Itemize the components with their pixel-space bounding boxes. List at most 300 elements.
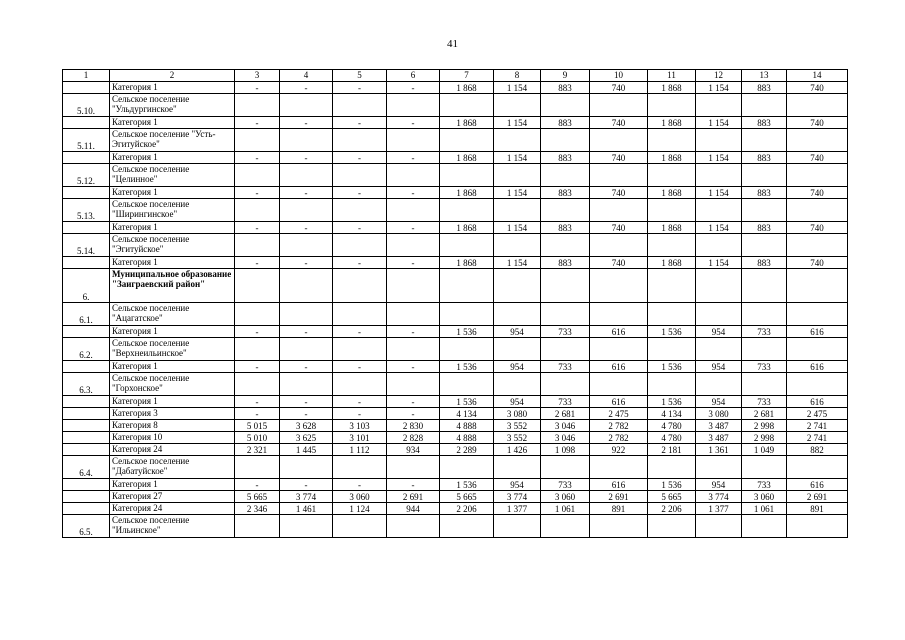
value-cell: 883 <box>541 187 590 199</box>
value-cell: 1 154 <box>494 117 541 129</box>
value-cell: 2 741 <box>787 432 848 444</box>
value-cell: 616 <box>590 396 648 408</box>
value-cell: - <box>333 257 387 269</box>
value-cell <box>648 515 696 538</box>
value-cell: 2 475 <box>590 408 648 420</box>
value-cell: - <box>333 326 387 338</box>
value-cell: - <box>387 187 440 199</box>
group-row <box>63 94 848 117</box>
value-cell: 616 <box>787 479 848 491</box>
value-cell: 1 868 <box>648 187 696 199</box>
row-name: Сельское поселение "Верхнеильинское" <box>110 338 235 361</box>
value-cell: 1 154 <box>494 187 541 199</box>
value-cell: - <box>235 257 280 269</box>
value-cell <box>387 515 440 538</box>
value-cell <box>280 269 333 303</box>
value-cell: 883 <box>742 152 787 164</box>
value-cell <box>590 373 648 396</box>
value-cell: 5 665 <box>235 491 280 503</box>
value-cell: 1 868 <box>440 257 494 269</box>
value-cell <box>235 164 280 187</box>
value-cell: 2 206 <box>648 503 696 515</box>
value-cell: 2 475 <box>787 408 848 420</box>
value-cell <box>280 338 333 361</box>
value-cell: - <box>333 479 387 491</box>
value-cell: - <box>333 396 387 408</box>
value-cell: 740 <box>787 82 848 94</box>
value-cell <box>696 234 742 257</box>
value-cell <box>742 234 787 257</box>
value-cell: 616 <box>590 361 648 373</box>
value-cell <box>387 269 440 303</box>
group-row <box>63 164 848 187</box>
value-cell: 2 181 <box>648 444 696 456</box>
value-cell: 954 <box>494 361 541 373</box>
row-name: Категория 10 <box>110 432 235 444</box>
value-cell <box>387 338 440 361</box>
value-cell: 954 <box>494 479 541 491</box>
value-cell <box>333 269 387 303</box>
row-number: 6.5. <box>63 515 110 538</box>
value-cell: - <box>235 82 280 94</box>
value-cell: 1 868 <box>440 187 494 199</box>
value-cell: - <box>235 222 280 234</box>
header-cell: 3 <box>235 70 280 82</box>
row-name: Категория 1 <box>110 396 235 408</box>
value-cell <box>742 269 787 303</box>
category-row <box>63 187 848 199</box>
header-cell: 10 <box>590 70 648 82</box>
row-number: 6.2. <box>63 338 110 361</box>
category-row <box>63 396 848 408</box>
value-cell: 883 <box>541 152 590 164</box>
value-cell: 616 <box>787 326 848 338</box>
value-cell: 3 774 <box>280 491 333 503</box>
header-cell: 5 <box>333 70 387 82</box>
row-number: 6. <box>63 269 110 303</box>
value-cell: 3 487 <box>696 432 742 444</box>
row-name: Сельское поселение "Эгитуйское" <box>110 234 235 257</box>
value-cell <box>280 515 333 538</box>
value-cell <box>280 303 333 326</box>
value-cell <box>235 234 280 257</box>
value-cell <box>387 456 440 479</box>
value-cell <box>787 234 848 257</box>
value-cell: 733 <box>742 326 787 338</box>
value-cell <box>590 164 648 187</box>
value-cell <box>742 129 787 152</box>
value-cell: - <box>387 257 440 269</box>
value-cell: - <box>280 326 333 338</box>
value-cell <box>387 164 440 187</box>
value-cell: 934 <box>387 444 440 456</box>
row-name: Категория 1 <box>110 326 235 338</box>
value-cell <box>494 199 541 222</box>
value-cell: 740 <box>590 222 648 234</box>
value-cell: 883 <box>742 257 787 269</box>
group-row <box>63 199 848 222</box>
value-cell: - <box>387 222 440 234</box>
value-cell <box>787 338 848 361</box>
row-name: Категория 27 <box>110 491 235 503</box>
value-cell <box>494 303 541 326</box>
value-cell <box>541 456 590 479</box>
value-cell: 2 782 <box>590 420 648 432</box>
value-cell: 1 536 <box>440 361 494 373</box>
value-cell <box>440 373 494 396</box>
value-cell <box>235 338 280 361</box>
header-cell: 2 <box>110 70 235 82</box>
value-cell: 2 828 <box>387 432 440 444</box>
value-cell: 944 <box>387 503 440 515</box>
value-cell: 3 080 <box>494 408 541 420</box>
value-cell: - <box>387 396 440 408</box>
value-cell: 2 691 <box>787 491 848 503</box>
value-cell: 1 461 <box>280 503 333 515</box>
value-cell: 616 <box>590 326 648 338</box>
value-cell: - <box>235 117 280 129</box>
value-cell <box>590 94 648 117</box>
row-name: Категория 1 <box>110 152 235 164</box>
value-cell: 3 552 <box>494 432 541 444</box>
value-cell <box>494 373 541 396</box>
row-name: Сельское поселение "Ацагатское" <box>110 303 235 326</box>
row-name: Категория 1 <box>110 479 235 491</box>
value-cell: 883 <box>541 222 590 234</box>
value-cell <box>648 269 696 303</box>
value-cell <box>541 515 590 538</box>
value-cell: 1 868 <box>648 152 696 164</box>
value-cell <box>696 199 742 222</box>
value-cell: - <box>333 222 387 234</box>
value-cell: 954 <box>696 479 742 491</box>
value-cell: 3 774 <box>696 491 742 503</box>
value-cell <box>280 164 333 187</box>
row-name: Сельское поселение "Усть-Эгитуйское" <box>110 129 235 152</box>
value-cell: 3 552 <box>494 420 541 432</box>
value-cell: 1 112 <box>333 444 387 456</box>
row-number <box>63 326 110 338</box>
category-row <box>63 408 848 420</box>
row-name: Категория 1 <box>110 117 235 129</box>
value-cell: 3 060 <box>541 491 590 503</box>
row-number: 6.3. <box>63 373 110 396</box>
value-cell: 883 <box>742 222 787 234</box>
value-cell: - <box>235 326 280 338</box>
value-cell <box>648 129 696 152</box>
value-cell: 1 536 <box>648 479 696 491</box>
value-cell <box>280 234 333 257</box>
row-number: 6.4. <box>63 456 110 479</box>
value-cell: 883 <box>541 117 590 129</box>
value-cell <box>440 338 494 361</box>
row-name: Сельское поселение "Горхонское" <box>110 373 235 396</box>
value-cell: 740 <box>787 257 848 269</box>
value-cell <box>280 199 333 222</box>
value-cell <box>440 456 494 479</box>
row-name: Категория 24 <box>110 503 235 515</box>
value-cell: 733 <box>742 361 787 373</box>
value-cell: - <box>235 408 280 420</box>
value-cell: 891 <box>590 503 648 515</box>
value-cell <box>787 269 848 303</box>
row-number: 5.14. <box>63 234 110 257</box>
value-cell: 2 206 <box>440 503 494 515</box>
value-cell <box>541 234 590 257</box>
row-number <box>63 503 110 515</box>
value-cell: 1 868 <box>440 222 494 234</box>
value-cell <box>235 303 280 326</box>
value-cell <box>440 303 494 326</box>
value-cell <box>648 456 696 479</box>
category-row <box>63 444 848 456</box>
value-cell: - <box>235 187 280 199</box>
value-cell <box>541 164 590 187</box>
value-cell <box>333 515 387 538</box>
value-cell <box>648 234 696 257</box>
value-cell: 1 098 <box>541 444 590 456</box>
value-cell <box>235 515 280 538</box>
value-cell: 740 <box>787 152 848 164</box>
row-name: Категория 1 <box>110 257 235 269</box>
group-row <box>63 129 848 152</box>
value-cell: 4 134 <box>648 408 696 420</box>
value-cell: 3 101 <box>333 432 387 444</box>
value-cell: 3 060 <box>742 491 787 503</box>
value-cell <box>387 94 440 117</box>
value-cell: 1 154 <box>494 152 541 164</box>
value-cell <box>235 94 280 117</box>
value-cell: 3 046 <box>541 420 590 432</box>
value-cell: 740 <box>590 117 648 129</box>
value-cell <box>280 456 333 479</box>
value-cell: 4 780 <box>648 432 696 444</box>
value-cell: - <box>333 408 387 420</box>
value-cell: 3 628 <box>280 420 333 432</box>
value-cell: 1 868 <box>648 82 696 94</box>
row-number <box>63 187 110 199</box>
value-cell <box>696 515 742 538</box>
value-cell: 4 888 <box>440 420 494 432</box>
value-cell <box>494 129 541 152</box>
value-cell <box>387 373 440 396</box>
value-cell: 733 <box>541 326 590 338</box>
value-cell: 954 <box>494 326 541 338</box>
value-cell <box>541 94 590 117</box>
row-number <box>63 396 110 408</box>
value-cell: 4 780 <box>648 420 696 432</box>
value-cell: 2 830 <box>387 420 440 432</box>
group-row <box>63 338 848 361</box>
category-row <box>63 326 848 338</box>
value-cell <box>333 303 387 326</box>
value-cell: - <box>280 222 333 234</box>
value-cell: - <box>280 187 333 199</box>
value-cell: - <box>387 408 440 420</box>
header-cell: 4 <box>280 70 333 82</box>
value-cell <box>696 373 742 396</box>
value-cell: 740 <box>787 117 848 129</box>
value-cell: 1 154 <box>494 222 541 234</box>
value-cell <box>387 129 440 152</box>
row-number <box>63 444 110 456</box>
value-cell: - <box>333 361 387 373</box>
value-cell: - <box>280 257 333 269</box>
row-name: Категория 8 <box>110 420 235 432</box>
value-cell: - <box>387 326 440 338</box>
value-cell: 4 888 <box>440 432 494 444</box>
value-cell <box>387 303 440 326</box>
value-cell <box>787 515 848 538</box>
value-cell <box>787 164 848 187</box>
value-cell <box>648 373 696 396</box>
value-cell: 2 782 <box>590 432 648 444</box>
value-cell: 2 346 <box>235 503 280 515</box>
value-cell: 1 154 <box>696 82 742 94</box>
value-cell: - <box>387 117 440 129</box>
value-cell <box>787 303 848 326</box>
value-cell: 1 377 <box>696 503 742 515</box>
value-cell: 883 <box>742 117 787 129</box>
value-cell <box>235 373 280 396</box>
value-cell <box>333 129 387 152</box>
value-cell: 1 154 <box>696 222 742 234</box>
header-cell: 11 <box>648 70 696 82</box>
value-cell <box>541 199 590 222</box>
value-cell: 5 015 <box>235 420 280 432</box>
value-cell <box>235 269 280 303</box>
value-cell: - <box>280 117 333 129</box>
value-cell <box>742 164 787 187</box>
row-number <box>63 152 110 164</box>
value-cell: 1 154 <box>696 257 742 269</box>
value-cell: 5 665 <box>648 491 696 503</box>
value-cell <box>696 129 742 152</box>
value-cell: - <box>333 117 387 129</box>
value-cell: 1 536 <box>440 479 494 491</box>
value-cell: 891 <box>787 503 848 515</box>
value-cell: 1 868 <box>648 222 696 234</box>
value-cell: 1 124 <box>333 503 387 515</box>
value-cell <box>742 94 787 117</box>
value-cell <box>696 94 742 117</box>
value-cell: 733 <box>541 361 590 373</box>
value-cell <box>590 234 648 257</box>
category-row <box>63 117 848 129</box>
value-cell: 883 <box>541 257 590 269</box>
value-cell: - <box>333 152 387 164</box>
value-cell <box>742 199 787 222</box>
row-number <box>63 82 110 94</box>
value-cell: 954 <box>696 361 742 373</box>
page-number: 41 <box>447 38 458 50</box>
value-cell: 2 321 <box>235 444 280 456</box>
value-cell: 733 <box>541 479 590 491</box>
value-cell: 5 010 <box>235 432 280 444</box>
value-cell: 1 536 <box>440 396 494 408</box>
value-cell: - <box>280 408 333 420</box>
header-cell: 8 <box>494 70 541 82</box>
value-cell <box>696 303 742 326</box>
value-cell <box>494 456 541 479</box>
value-cell: 733 <box>541 396 590 408</box>
value-cell <box>787 373 848 396</box>
value-cell: 3 487 <box>696 420 742 432</box>
value-cell <box>494 94 541 117</box>
value-cell: - <box>333 187 387 199</box>
value-cell: 1 536 <box>648 361 696 373</box>
group-row <box>63 373 848 396</box>
value-cell <box>648 338 696 361</box>
value-cell: - <box>235 479 280 491</box>
value-cell <box>280 373 333 396</box>
row-number <box>63 257 110 269</box>
category-row <box>63 479 848 491</box>
row-name: Сельское поселение "Ильинское" <box>110 515 235 538</box>
value-cell <box>696 269 742 303</box>
value-cell: 733 <box>742 396 787 408</box>
table-header-row <box>63 70 848 82</box>
value-cell: 1 868 <box>440 117 494 129</box>
value-cell: - <box>280 396 333 408</box>
value-cell: 1 361 <box>696 444 742 456</box>
value-cell <box>440 164 494 187</box>
value-cell <box>494 164 541 187</box>
value-cell <box>742 456 787 479</box>
value-cell: 1 536 <box>440 326 494 338</box>
value-cell: 3 060 <box>333 491 387 503</box>
value-cell: 883 <box>541 82 590 94</box>
category-row <box>63 361 848 373</box>
value-cell <box>742 303 787 326</box>
row-name: Сельское поселение "Ульдургинское" <box>110 94 235 117</box>
group-row <box>63 456 848 479</box>
header-cell: 9 <box>541 70 590 82</box>
value-cell <box>280 129 333 152</box>
value-cell <box>280 94 333 117</box>
value-cell: 1 154 <box>494 82 541 94</box>
row-number: 5.10. <box>63 94 110 117</box>
value-cell: 2 998 <box>742 432 787 444</box>
value-cell: 883 <box>742 187 787 199</box>
value-cell: 740 <box>787 222 848 234</box>
value-cell: 740 <box>590 152 648 164</box>
row-name: Категория 24 <box>110 444 235 456</box>
value-cell: - <box>333 82 387 94</box>
value-cell <box>742 515 787 538</box>
value-cell: 1 445 <box>280 444 333 456</box>
category-row <box>63 82 848 94</box>
value-cell: 3 080 <box>696 408 742 420</box>
value-cell: - <box>235 152 280 164</box>
value-cell <box>590 303 648 326</box>
category-row <box>63 420 848 432</box>
value-cell: 954 <box>494 396 541 408</box>
value-cell <box>590 456 648 479</box>
value-cell <box>787 94 848 117</box>
row-name: Категория 1 <box>110 82 235 94</box>
value-cell <box>541 373 590 396</box>
value-cell: 1 061 <box>541 503 590 515</box>
value-cell: 2 681 <box>742 408 787 420</box>
row-name: Сельское поселение "Ширингинское" <box>110 199 235 222</box>
header-cell: 6 <box>387 70 440 82</box>
value-cell: 1 868 <box>648 117 696 129</box>
header-cell: 7 <box>440 70 494 82</box>
value-cell: - <box>387 361 440 373</box>
value-cell: 2 681 <box>541 408 590 420</box>
value-cell <box>541 338 590 361</box>
